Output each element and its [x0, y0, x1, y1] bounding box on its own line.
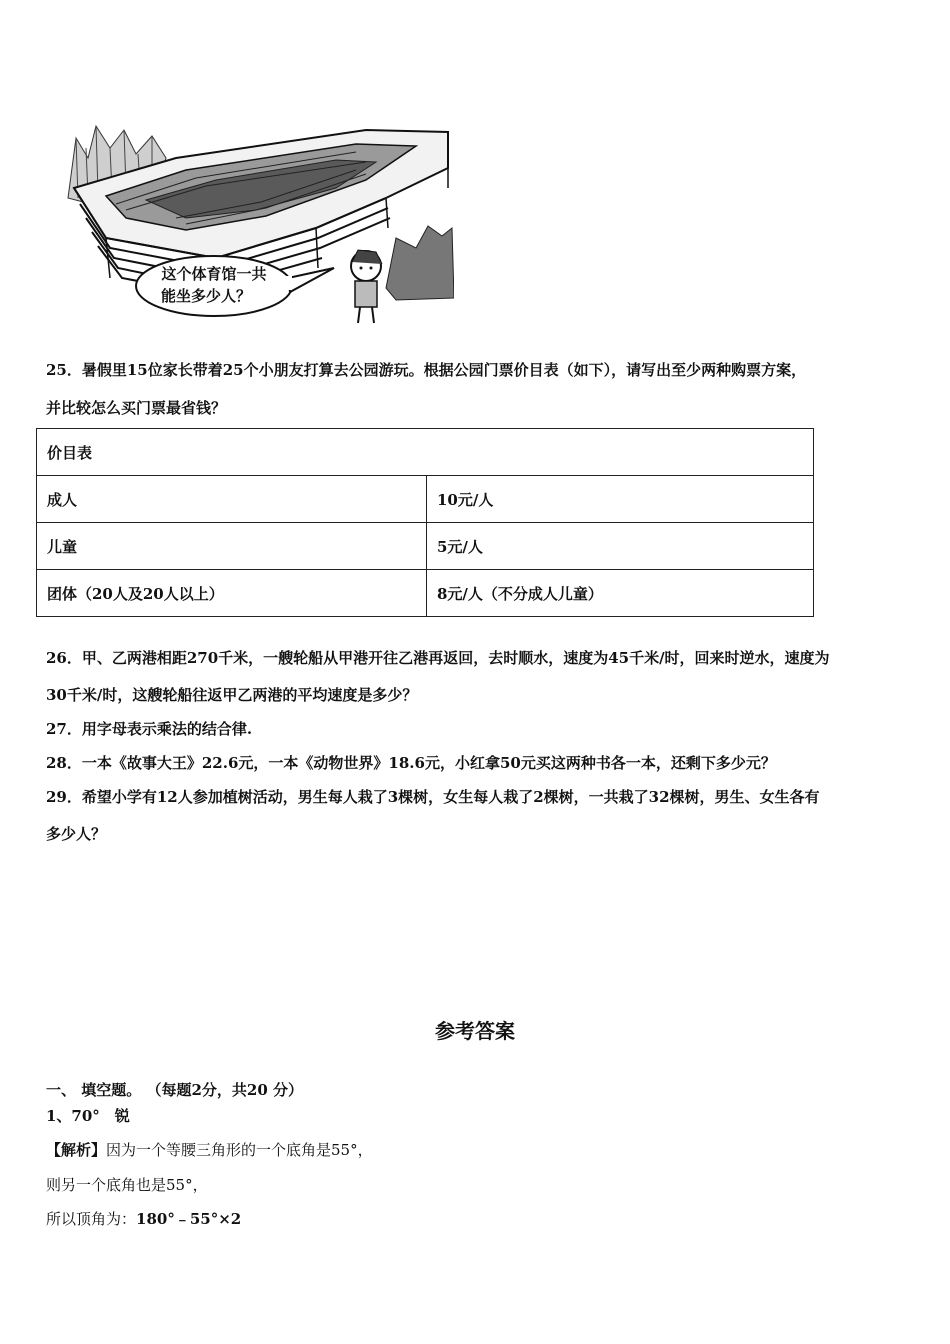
question-29-line2: 多少人？ — [46, 825, 107, 843]
price-table-header-row — [37, 429, 814, 476]
question-29-line1: 29．希望小学有12人参加植树活动，男生每人栽了3棵树，女生每人栽了2棵树，一共栽了32棵树，男生、女生各有 — [46, 788, 820, 806]
question-25-line1: 25．暑假里15位家长带着25个小朋友打算去公园游玩。根据公园门票价目表（如下），请写出至少两种购票方案， — [46, 361, 807, 379]
ticket-price: 10元/人 — [427, 476, 814, 523]
question-27: 27．用字母表示乘法的结合律. — [46, 720, 253, 738]
ticket-price: 8元/人（不分成人儿童） — [427, 570, 814, 617]
analysis-line-3 — [46, 1209, 241, 1229]
speech-bubble-line2: 能坐多少人？ — [160, 287, 252, 305]
table-row — [37, 570, 814, 617]
question-26-line2: 30千米/时，这艘轮船往返甲乙两港的平均速度是多少？ — [46, 686, 418, 704]
question-25-line2: 并比较怎么买门票最省钱？ — [46, 399, 227, 417]
child-figure — [351, 250, 382, 323]
speech-bubble-line1: 这个体育馆一共 — [161, 265, 267, 283]
price-table — [36, 428, 814, 617]
analysis-line — [46, 1140, 373, 1160]
answers-title: 参考答案 — [435, 1019, 515, 1043]
table-row — [37, 523, 814, 570]
ticket-price: 5元/人 — [427, 523, 814, 570]
ticket-type: 团体（20人及20人以上） — [37, 570, 427, 617]
stadium-illustration — [66, 118, 454, 328]
analysis-tag: 【解析】 — [46, 1141, 107, 1159]
stadium-drawing — [66, 118, 454, 328]
price-table-header: 价目表 — [37, 429, 814, 476]
ticket-type: 成人 — [37, 476, 427, 523]
answer-1: 1、70° 锐 — [46, 1107, 130, 1125]
table-row — [37, 476, 814, 523]
analysis-line-3-expression: 180°﹣55°×2 — [136, 1210, 242, 1228]
analysis-text: 因为一个等腰三角形的一个底角是55°， — [106, 1141, 373, 1159]
analysis-line-2: 则另一个底角也是55°， — [46, 1176, 208, 1194]
answers-section-heading: 一、 填空题。 （每题2分，共20 分） — [46, 1081, 303, 1099]
question-26-line1: 26．甲、乙两港相距270千米，一艘轮船从甲港开往乙港再返回，去时顺水，速度为45千米/时，回来时逆水，速度为 — [46, 649, 830, 667]
ticket-type: 儿童 — [37, 523, 427, 570]
analysis-line-3-prefix: 所以顶角为： — [46, 1210, 137, 1228]
question-28: 28．一本《故事大王》22.6元，一本《动物世界》18.6元，小红拿50元买这两种书各一本，还剩下多少元？ — [46, 754, 776, 772]
